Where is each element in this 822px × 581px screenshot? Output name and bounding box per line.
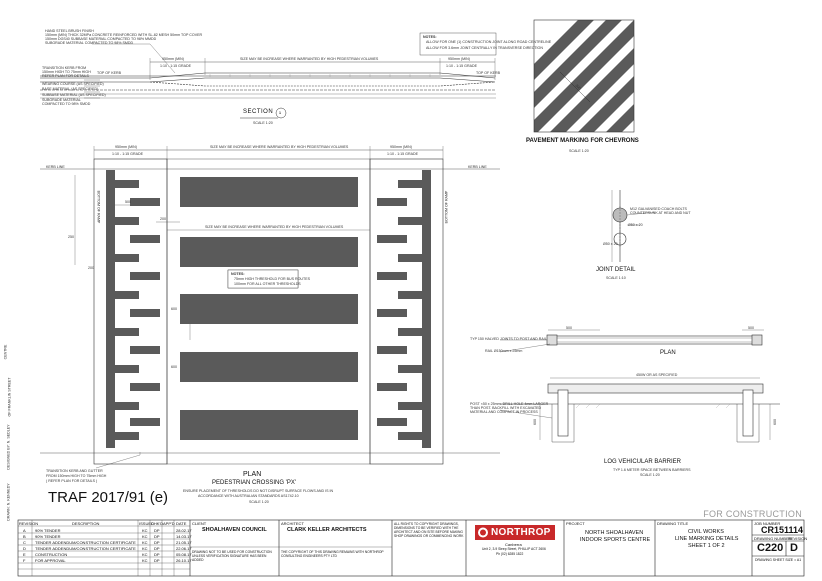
rev-header-chkd: CHK'D (151, 521, 164, 526)
rev-a-issued: KC (142, 528, 148, 533)
section-number: 1 (279, 111, 281, 115)
drawing-title-2: LINE MARKING DETAILS (675, 536, 739, 542)
section-left-note-2: 150mm HIGH TO 75mm HIGH (42, 70, 91, 74)
barrier-elevation-drawing (500, 378, 780, 442)
section-note-3: 150mm DGS40 SUBBASE MATERIAL COMPACTED TO 98% MMDD (45, 37, 157, 41)
plan-title: PLAN (243, 471, 262, 478)
rev-f-desc: FOR APPROVAL (35, 558, 66, 563)
rev-c-date: 21.05.17 (176, 540, 192, 545)
rev-header-description: DESCRIPTION (72, 521, 100, 526)
section-left-note-5: BASE MATERIAL (AS SPECIFIED) (42, 87, 99, 91)
barrier-post-note-1: POST ×50 x 25mm. DRILL HOLE 4mm LARGER (470, 402, 549, 406)
project-label: PROJECT (566, 521, 585, 526)
section-left-note-7: SUBGRADE MATERIAL (42, 98, 81, 102)
rev-header-issued: ISSUED (139, 521, 154, 526)
rev-a-desc: 90% TENDER (35, 528, 61, 533)
northrop-phone: Ph (02) 6285 1822 (496, 552, 524, 556)
chevron-title: PAVEMENT MARKING FOR CHEVRONS (526, 138, 639, 144)
section-box-note-title: NOTES: (423, 35, 437, 39)
job-number-label: JOB NUMBER (754, 521, 781, 526)
northrop-logo: NORTHROP (491, 527, 551, 538)
rev-f-issued: KC (142, 558, 148, 563)
section-note-4: SUBGRADE MATERIAL COMPACTED TO 98% SMDD (45, 41, 134, 45)
ramp-right-pattern (377, 170, 431, 448)
section-top-kerb-left: TOP OF KERB (97, 71, 122, 75)
plan-note-2: 100mm FOR ALL OTHER THRESHOLDS (234, 282, 301, 286)
section-box-note-1: ALLOW FOR ONE (1) CONSTRUCTION JOINT ALONG ROAD CENTRELINE (426, 40, 552, 44)
barrier-dim-right: 600 (773, 419, 777, 425)
verification-warning: DRAWING NOT TO BE USED FOR CONSTRUCTION UNLESS VERIFICATION SIGNATURE HAS BEEN ADDED (192, 550, 272, 562)
rev-d-desc: TENDER ADDENDUM/CONSTRUCTION CERTIFICATE (35, 546, 136, 551)
plan-dim-left: 950mm (MIN) (115, 145, 137, 149)
barrier-plan-note-1: TYP 150 HALVED JOINTS TO POST AND RAIL (470, 337, 547, 341)
plan-note-b: ACCORDANCE WITH AUSTRALIAN STANDARDS AS1742.10 (198, 494, 299, 498)
crossing-bar-1 (180, 177, 358, 207)
section-left-note-4: WEARING COURSE (AS SPECIFIED) (42, 82, 104, 86)
plan-note-a: ENSURE PLACEMENT OF THRESHOLDS DO NOT DISRUPT SURFACE FLOWS AND IS IN (183, 489, 334, 493)
barrier-plan-dim-right: 500 (748, 326, 754, 330)
section-hatch (210, 74, 430, 77)
ramp-left-pattern (106, 170, 160, 448)
barrier-subtitle: TYP 1.6 METER SPACE BETWEEN BARRIERS (613, 468, 691, 472)
rev-e-issued: KC (142, 552, 148, 557)
plan-dim-d: 200 (88, 266, 94, 270)
rev-c-chk: DP (154, 540, 160, 545)
plan-dim-b: 250 (68, 235, 74, 239)
joint-dim-1: Ø50 x 20 (628, 223, 643, 227)
rev-b-desc: 90% TENDER (35, 534, 61, 539)
plan-dim-inner: SIZE MAY BE INCREASE WHERE WARRANTED BY HIGH PEDESTRIAN VOLUMES (205, 225, 344, 229)
rev-d-issued: KC (142, 546, 148, 551)
rev-e-date: 05.08.17 (176, 552, 192, 557)
plan-kerb-right: KERB LINE (468, 165, 487, 169)
plan-transition-2: FROM 150mm HIGH TO 75mm HIGH (46, 474, 107, 478)
plan-subtitle: PEDESTRIAN CROSSING 'PX' (212, 480, 296, 486)
barrier-post-note-2: THAN POST. BACKFILL WITH EXCAVATED (470, 406, 542, 410)
plan-transition-1: TRANSITION KERB AND GUTTER (46, 469, 103, 473)
section-scale: SCALE 1:20 (253, 121, 273, 125)
rev-header-appd: APP'D (163, 521, 175, 526)
joint-note-1: M12 GALVANISED COACH BOLTS (630, 207, 687, 211)
barrier-ground-hatch (576, 404, 730, 408)
for-construction-stamp: FOR CONSTRUCTION (703, 509, 802, 519)
crossing-bar-2 (180, 237, 358, 267)
rev-b-chk: DP (154, 534, 160, 539)
barrier-plan-drawing (500, 330, 764, 352)
plan-vertical-1: CENTRE (3, 344, 8, 360)
rev-d-date: 22.06.17 (176, 546, 192, 551)
plan-dim-f: 600 (171, 365, 177, 369)
crossing-bars (180, 177, 358, 440)
rev-d-rev: D (23, 546, 26, 551)
rev-e-desc: CONSTRUCTION (35, 552, 68, 557)
plan-scale: SCALE 1:20 (249, 500, 269, 504)
plan-vertical-4: DRAWN: N. KENNEDY (6, 483, 11, 521)
barrier-plan-note-2: RAIL Ø150mm x 25mm (485, 349, 523, 353)
barrier-dim-left: 600 (533, 419, 537, 425)
rev-e-rev: E (23, 552, 26, 557)
section-note-2: 150mm (MIN) THICK 32MPa CONCRETE REINFORCED WITH SL-82 MESH 50mm TOP COVER (45, 33, 203, 37)
rev-header-date: DATE (176, 521, 187, 526)
section-grade-left: 1:10 - 1:15 GRADE (160, 64, 191, 68)
barrier-plan-dim: 500 (566, 326, 572, 330)
section-left-note-3: REFER PLAN FOR DETAILS (42, 74, 89, 78)
section-left-note-1: TRANSITION KERB FROM (42, 66, 87, 70)
rev-a-date: 28.02.17 (176, 528, 192, 533)
joint-title: JOINT DETAIL (596, 267, 636, 273)
chevron-dim: 300 (574, 83, 582, 91)
plan-bottom-ramp-left: BOTTOM OF RAMP (96, 190, 101, 224)
barrier-post-note-3: MATERIAL AND COMPACT IN PROCESS (470, 410, 538, 414)
joint-scale: SCALE 1:10 (606, 276, 626, 280)
barrier-dim-top: 450W OR AS SPECIFIED (636, 373, 678, 377)
rev-header-revision: REVISION (19, 521, 39, 526)
section-left-note-6: SUBBASE MATERIAL (AS SPECIFIED) (42, 93, 106, 97)
crossing-bar-4 (180, 352, 358, 382)
drawing-title-1: CIVIL WORKS (688, 529, 724, 535)
drawing-number-label: DRAWING NUMBER (754, 536, 792, 541)
chevron-scale: SCALE 1:20 (569, 149, 589, 153)
rev-c-issued: KC (142, 540, 148, 545)
crossing-bar-5 (180, 410, 358, 440)
section-box-note-2: ALLOW FOR 3.6mm JOINT CENTRALLY IN TRANSVERSE DIRECTION (426, 46, 543, 50)
rev-c-rev: C (23, 540, 26, 545)
section-top-kerb-right: TOP OF KERB (476, 71, 501, 75)
plan-note-1: 75mm HIGH THRESHOLD FOR BUS ROUTES (234, 277, 311, 281)
plan-dim-e: 600 (171, 307, 177, 311)
section-dim-left: 950mm (MIN) (162, 57, 184, 61)
client-label: CLIENT (192, 521, 207, 526)
rev-f-chk: DP (154, 558, 160, 563)
project-line-2: INDOOR SPORTS CENTRE (580, 537, 651, 543)
plan-vertical-2: OF FRANKLIN STREET (7, 377, 12, 417)
joint-note-2: COUNTERSUNK AT HEAD AND NUT (630, 211, 691, 215)
plan-grade-left: 1:10 - 1:15 GRADE (112, 152, 143, 156)
traf-reference: TRAF 2017/91 (e) (48, 489, 169, 506)
revision-label: REVISION (788, 536, 808, 541)
plan-bottom-ramp-right: BOTTOM OF RAMP (444, 190, 449, 224)
plan-grade-right: 1:10 - 1:15 GRADE (387, 152, 418, 156)
barrier-scale: SCALE 1:20 (640, 473, 660, 477)
section-note-1: HAND STEEL BRUSH FINISH (45, 29, 94, 33)
plan-dim-centre: SIZE MAY BE INCREASE WHERE WARRANTED BY HIGH PEDESTRIAN VOLUMES (210, 145, 349, 149)
plan-vertical-3: DESIGNED BY: N. SEDLEY (6, 424, 11, 470)
client-name: SHOALHAVEN COUNCIL (202, 527, 267, 533)
section-grade-right: 1:10 - 1:15 GRADE (446, 64, 477, 68)
job-number: CR151114 (761, 525, 804, 535)
disclaimer-note: ALL RIGHTS TO COPYRIGHT DRAWINGS, DIMENSIONS TO BE VERIFIED WITH THE ARCHITECT AND ON SITE BEFORE MAKING SHOP DRAWINGS OR COMMENCING WORK (394, 522, 464, 538)
northrop-office: Canberra (505, 542, 522, 547)
architect-label: ARCHITECT (281, 521, 304, 526)
joint-dim-2: Ø50 x 20 (603, 242, 618, 246)
rev-b-date: 14.03.17 (176, 534, 192, 539)
drawing-title-label: DRAWING TITLE (657, 521, 689, 526)
plan-dim-right: 950mm (MIN) (390, 145, 412, 149)
copyright-note: THE COPYRIGHT OF THIS DRAWING REMAINS WITH NORTHROP CONSULTING ENGINEERS PTY LTD (281, 550, 384, 558)
section-dim-right: 950mm (MIN) (448, 57, 470, 61)
drawing-number: C220 (757, 542, 784, 554)
rev-b-rev: B (23, 534, 26, 539)
drawing-title-3: SHEET 1 OF 2 (688, 543, 725, 549)
plan-notes-title: NOTES: (231, 272, 245, 276)
crossing-bar-3 (180, 294, 358, 324)
revision-value: D (790, 542, 798, 554)
plan-dim-c: 200 (160, 217, 166, 221)
project-line-1: NORTH SHOALHAVEN (585, 530, 644, 536)
barrier-title: LOG VEHICULAR BARRIER (604, 459, 682, 465)
chevron-marking (466, 2, 780, 132)
barrier-plan-title: PLAN (660, 350, 676, 356)
rev-e-chk: DP (154, 552, 160, 557)
plan-kerb-left: KERB LINE (46, 165, 65, 169)
rev-c-desc: TENDER ADDENDUM/CONSTRUCTION CERTIFICATE (35, 540, 136, 545)
sheet-size: DRAWING SHEET SIZE = A1 (755, 558, 802, 562)
rev-f-rev: F (23, 558, 26, 563)
architect-name: CLARK KELLER ARCHITECTS (287, 527, 367, 533)
rev-a-chk: DP (154, 528, 160, 533)
section-dim-centre: SIZE MAY BE INCREASE WHERE WARRANTED BY HIGH PEDESTRIAN VOLUMES (240, 57, 379, 61)
section-left-note-8: COMPACTED TO 98% SMDD (42, 102, 91, 106)
section-label: SECTION (243, 109, 274, 115)
plan-dim-a: 500 (125, 200, 131, 204)
rev-d-chk: DP (154, 546, 160, 551)
plan-transition-3: ( REFER PLAN FOR DETAILS ) (46, 479, 98, 483)
rev-b-issued: KC (142, 534, 148, 539)
rev-a-rev: A (23, 528, 26, 533)
northrop-address: Unit 2, 3-9 Sleep Street, PHILLIP ACT 2606 (482, 547, 546, 551)
rev-f-date: 26.10.17 (176, 558, 192, 563)
